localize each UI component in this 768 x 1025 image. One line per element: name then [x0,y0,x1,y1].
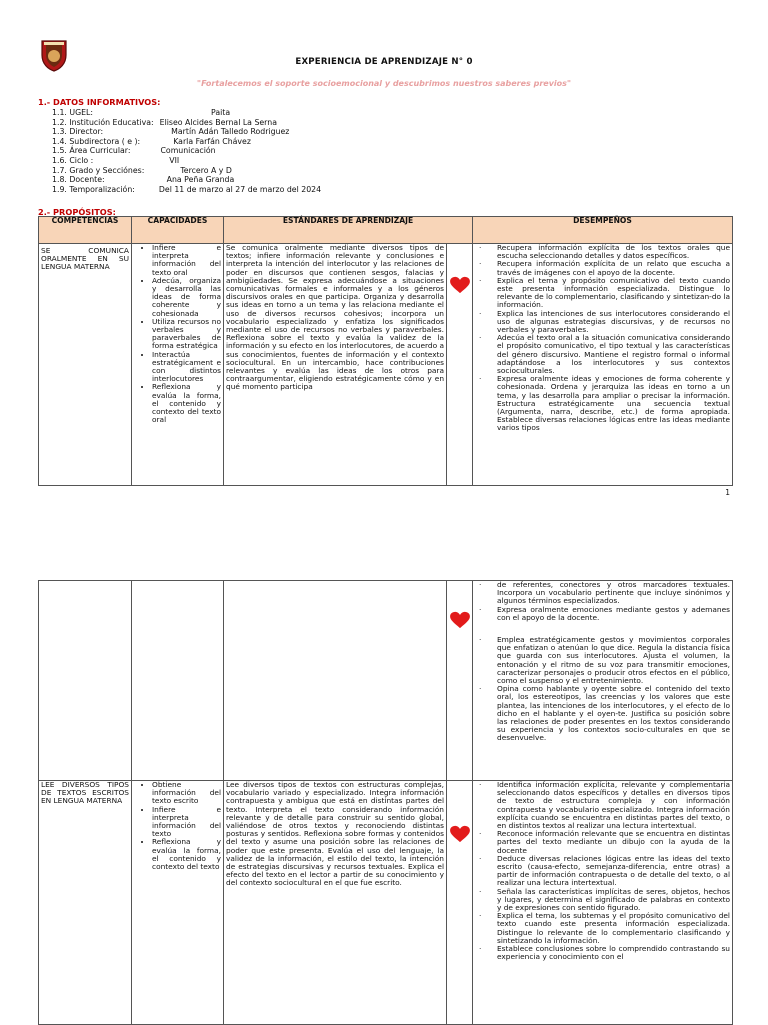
list-item: · Explica las intenciones de sus interlocutores considerando el uso de algunas estrategias discursivas, y de recursos no verbales y paraverbales. [475,310,730,335]
info-label: 1.6. Ciclo : [52,155,94,165]
desempenos-list [475,244,730,433]
table-header-row [39,217,733,244]
list-item: · Establece conclusiones sobre lo comprendido contrastando su experiencia y conocimiento con el [475,945,730,961]
info-value: Ana Peña Granda [166,175,235,185]
list-item: · Recupera información explícita de los textos orales que escucha seleccionando detalles y datos específicos. [475,244,730,260]
info-value: Del 11 de marzo al 27 de marzo del 2024 [158,184,322,194]
list-item: • Obtiene información del texto escrito [152,781,221,806]
heart-icon [449,611,471,629]
info-row [52,185,321,195]
capacidades-cell [132,244,224,486]
info-label: 1.7. Grado y Secciónes: [52,165,145,175]
list-item: · Identifica información explícita, relevante y complementaria seleccionando datos específicos y detalles en diversos tipos de texto de estructura compleja y con información contrapuesta y vocabulario especializado. Integra información explícita cuando se encuentra en distintas partes del texto, o en distintos textos al realizar una lectura intertextual. [475,781,730,830]
table-row [39,244,733,486]
section-propositos: 2.- PROPÓSITOS: [38,207,116,217]
desempenos-list [475,781,730,961]
heart-cell [447,244,473,486]
list-item: • Adecúa, organiza y desarrolla las ideas de forma coherente y cohesionada [152,277,221,318]
info-row [52,108,321,118]
list-item: · Opina como hablante y oyente sobre el contenido del texto oral, los estereotipos, las creencias y los valores que este plantea, las intenciones de los interlocutores, y el efecto de lo dicho en el hablante y el oyen-te. Justifica su posición sobre las relaciones de poder presentes en los textos considerando su experiencia y los contextos socio-culturales en que se desenvuelve. [475,685,730,742]
info-label: 1.1. UGEL: [52,108,94,117]
info-label: 1.9. Temporalización: [52,184,135,194]
table-row [39,581,733,781]
desempenos-cell [473,244,733,486]
page-title: EXPERIENCIA DE APRENDIZAJE N° 0 [295,57,473,67]
header-capacidades: CAPACIDADES [132,217,224,244]
list-item: · Explica el tema y propósito comunicativo del texto cuando este presenta información especializada. Distingue lo relevante de lo complementario, clasificando y sintetizan-do la información. [475,277,730,310]
header-competencias: COMPETENCIAS [39,217,132,244]
info-row [52,127,321,137]
list-item: · Explica el tema, los subtemas y el propósito comunicativo del texto cuando este presenta información especializada. Distingue lo relevante de lo complementario clasificando y sintetizando la información. [475,912,730,945]
info-label: 1.8. Docente: [52,175,105,185]
estandar-cell: Se comunica oralmente mediante diversos tipos de textos; infiere información relevante y conclusiones e interpreta la intención del interlocutor y las relaciones de poder en discursos que contienen sesgos, falacias y ambigüedades. Se expresa adecuándose a situaciones comunicativas formales e informales y a los géneros discursivos orales en que participa. Organiza y desarrolla sus ideas en torno a un tema y las relaciona mediante el uso de diversos recursos cohesivos; incorpora un vocabulario especializado y enfatiza los significados mediante el uso de recursos no verbales y paraverbales. Reflexiona sobre el texto y evalúa la validez de la información y su efecto en los interlocutores, de acuerdo a sus conocimientos, fuentes de información y el contexto sociocultural. En un intercambio, hace contribuciones relevantes y evalúa las ideas de los otros para contraargumentar, eligiendo estratégicamente cómo y en qué momento participa [224,244,447,486]
info-row [52,118,321,128]
header-desempenos: DESEMPEÑOS [473,217,733,244]
info-row [52,137,321,147]
info-row [52,156,321,166]
heart-icon [449,276,471,294]
info-value: VII [169,155,180,165]
info-value: Karla Farfán Chávez [173,136,251,146]
page-2 [0,580,768,1024]
info-label: 1.2. Institución Educativa: [52,117,154,127]
page-subtitle: "Fortalecemos el soporte socioemocional y descubrimos nuestros saberes previos" [196,79,572,88]
list-item: • Reflexiona y evalúa la forma, el contenido y contexto del texto [152,838,221,871]
page-1 [0,0,768,500]
info-value: Eliseo Alcides Bernal La Serna [159,117,277,127]
list-item: · Emplea estratégicamente gestos y movimientos corporales que enfatizan o atenúan lo que dice. Regula la distancia física que guarda con sus interlocutores. Ajusta el volumen, la entonación y el ritmo de su voz para transmitir emociones, caracterizar personajes o producir otros efectos en el público, como el suspenso y el entretenimiento. [475,636,730,685]
info-label: 1.4. Subdirectora ( e ): [52,136,141,146]
info-value: Comunicación [160,146,216,156]
propositos-table-continued [38,580,733,1025]
list-item: · Deduce diversas relaciones lógicas entre las ideas del texto escrito (causa-efecto, semejanza-diferencia, entre otras) a partir de información contrapuesta o de detalle del texto, o al realizar una lectura intertextual. [475,855,730,888]
header-estandares: ESTÁNDARES DE APRENDIZAJE [224,217,473,244]
list-item: · Reconoce información relevante que se encuentra en distintas partes del texto mediante un dibujo con la ayuda de la docente [475,830,730,855]
info-row [52,146,321,156]
table-row [39,781,733,1025]
list-item: · de referentes, conectores y otros marcadores textuales. Incorpora un vocabulario pertinente que incluye sinónimos y algunos términos especializados. [475,581,730,606]
info-value: Paita [211,108,231,117]
estandar-cell: Lee diversos tipos de textos con estructuras complejas, vocabulario variado y especializado. Integra información contrapuesta y ambigua que está en distintas partes del texto. Interpreta el texto considerando información relevante y de detalle para construir su sentido global, valiéndose de otros textos y reconociendo distintas posturas y sentidos. Reflexiona sobre formas y contenidos del texto y asume una posición sobre las relaciones de poder que este presenta. Evalúa el uso del lenguaje, la validez de la información, el estilo del texto, la intención de estrategias discursivas y recursos textuales. Explica el efecto del texto en el lector a partir de su conocimiento y del contexto sociocultural en el que fue escrito. [224,781,447,1025]
list-item: · Señala las características implícitas de seres, objetos, hechos y lugares, y determina el significado de palabras en contexto y de expresiones con sentido figurado. [475,888,730,913]
info-label: 1.5. Área Curricular: [52,146,131,156]
capacidades-list [134,781,221,871]
heart-cell [447,581,473,781]
list-item: · Expresa oralmente ideas y emociones de forma coherente y cohesionada. Ordena y jerarquiza las ideas en torno a un tema, y las desarrolla para ampliar o precisar la información. Estructura estratégicamente una secuencia textual (Argumenta, narra, describe, etc.) de forma apropiada. Establece diversas relaciones lógicas entre las ideas mediante varios tipos [475,375,730,432]
list-item: · Adecúa el texto oral a la situación comunicativa considerando el propósito comunicativo, el tipo textual y las características del género discursivo. Mantiene el registro formal o informal adaptándose a los interlocutores y sus contextos socioculturales. [475,334,730,375]
list-item: • Infiere e interpreta información del texto [152,806,221,839]
list-item: · Recupera información explícita de un relato que escucha a través de imágenes con el apoyo de la docente. [475,260,730,276]
list-item: · Expresa oralmente emociones mediante gestos y ademanes con el apoyo de la docente. [475,606,730,622]
competencia-cell: SE COMUNICA ORALMENTE EN SU LENGUA MATERNA [39,244,132,486]
info-label: 1.3. Director: [52,127,104,137]
desempenos-cell [473,781,733,1025]
list-item: • Reflexiona y evalúa la forma, el contenido y contexto del texto oral [152,383,221,424]
list-item: • Infiere e interpreta información del texto oral [152,244,221,277]
heart-cell [447,781,473,1025]
info-value: Tercero A y D [180,165,232,175]
info-list [52,108,321,194]
info-row [52,175,321,185]
desempenos-cell [473,581,733,781]
desempenos-list [475,581,730,743]
info-value: Martín Adán Talledo Rodriguez [171,127,290,137]
competencia-cell: LEE DIVERSOS TIPOS DE TEXTOS ESCRITOS EN LENGUA MATERNA [39,781,132,1025]
info-row [52,166,321,176]
page-number: 1 [725,488,730,497]
capacidades-list [134,244,221,424]
section-datos-informativos: 1.- DATOS INFORMATIVOS: [38,97,161,107]
capacidades-cell [132,781,224,1025]
list-item: • Utiliza recursos no verbales y paraverbales de forma estratégica [152,318,221,351]
list-item: • Interactúa estratégicament e con distintos interlocutores [152,351,221,384]
propositos-table [38,216,733,486]
heart-icon [449,825,471,843]
